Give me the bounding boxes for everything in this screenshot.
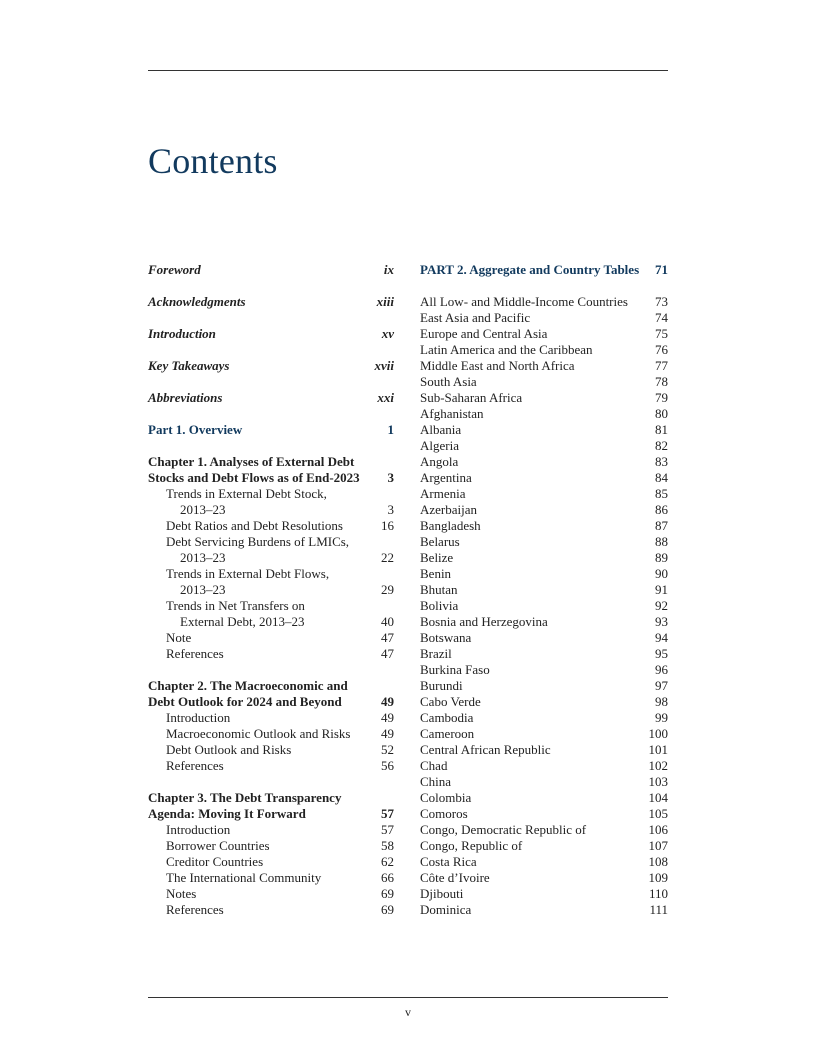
entry-page: 88 xyxy=(655,534,668,549)
entry-page: 87 xyxy=(655,518,668,533)
entry-page: 101 xyxy=(648,742,668,757)
subentry-page: 57 xyxy=(381,822,394,837)
toc-entry[interactable] xyxy=(420,374,668,390)
part-page: 71 xyxy=(655,262,668,277)
toc-entry[interactable] xyxy=(420,342,668,358)
toc-entry[interactable] xyxy=(420,470,668,486)
toc-entry[interactable] xyxy=(420,438,668,454)
part-label: PART 2. Aggregate and Country Tables xyxy=(420,262,640,277)
entry-page: xvii xyxy=(374,358,394,373)
subentry-page: 56 xyxy=(381,758,394,773)
toc-entry[interactable] xyxy=(420,550,668,566)
subentry-line1: References xyxy=(166,758,224,773)
entry-page: 82 xyxy=(655,438,668,453)
subentry-page: 58 xyxy=(381,838,394,853)
toc-entry[interactable] xyxy=(420,406,668,422)
entry-page: 96 xyxy=(655,662,668,677)
entry-label: Burundi xyxy=(420,678,463,693)
subentry-page: 49 xyxy=(381,726,394,741)
entry-page: 85 xyxy=(655,486,668,501)
entry-page: xxi xyxy=(377,390,394,405)
subentry-page: 47 xyxy=(381,646,394,661)
subentry-line1: The International Community xyxy=(166,870,322,885)
subentry-page: 66 xyxy=(381,870,394,885)
toc-entry[interactable] xyxy=(420,390,668,406)
subentry-label xyxy=(148,902,375,918)
toc-entry[interactable] xyxy=(420,518,668,534)
entry-page: 97 xyxy=(655,678,668,693)
entry-label: Bangladesh xyxy=(420,518,481,533)
entry-page: 99 xyxy=(655,710,668,725)
toc-entry[interactable] xyxy=(420,630,668,646)
entry-label: Brazil xyxy=(420,646,452,661)
country-list xyxy=(420,294,668,918)
toc-subentry[interactable] xyxy=(148,838,394,854)
entry-label: Botswana xyxy=(420,630,472,645)
entry-page: 107 xyxy=(648,838,668,853)
toc-subentry[interactable] xyxy=(148,710,394,726)
toc-subentry[interactable] xyxy=(148,758,394,774)
page-title: Contents xyxy=(148,141,278,181)
toc-entry[interactable] xyxy=(420,294,668,310)
toc-entry[interactable] xyxy=(420,534,668,550)
entry-page: 98 xyxy=(655,694,668,709)
entry-label: Argentina xyxy=(420,470,472,485)
entry-page: 106 xyxy=(648,822,668,837)
subentry-line1: Trends in External Debt Flows, xyxy=(166,566,330,581)
toc-entry[interactable] xyxy=(148,358,394,374)
toc-subentry[interactable] xyxy=(148,566,394,598)
entry-label: Cabo Verde xyxy=(420,694,481,709)
toc-subentry[interactable] xyxy=(148,486,394,518)
entry-label: Middle East and North Africa xyxy=(420,358,575,373)
subentry-line1: Trends in External Debt Stock, xyxy=(166,486,327,501)
entry-label: Côte d’Ivoire xyxy=(420,870,490,885)
toc-subentry[interactable] xyxy=(148,822,394,838)
subentry-page: 52 xyxy=(381,742,394,757)
entry-label: Sub-Saharan Africa xyxy=(420,390,523,405)
entry-label: Abbreviations xyxy=(148,390,223,405)
subentry-line1: Introduction xyxy=(166,822,231,837)
subentry-label xyxy=(148,598,375,630)
subentry-line1: Introduction xyxy=(166,710,231,725)
subentry-label xyxy=(148,854,375,870)
entry-page: 92 xyxy=(655,598,668,613)
chapter-page: 57 xyxy=(381,806,394,821)
subentry-page: 69 xyxy=(381,886,394,901)
entry-page: 111 xyxy=(649,902,668,917)
toc-entry[interactable] xyxy=(148,326,394,342)
entry-label: Cambodia xyxy=(420,710,474,725)
subentry-line1: Debt Servicing Burdens of LMICs, xyxy=(166,534,350,549)
entry-label: Central African Republic xyxy=(420,742,551,757)
entry-page: 108 xyxy=(648,854,668,869)
entry-page: 91 xyxy=(655,582,668,597)
entry-page: 84 xyxy=(655,470,668,485)
toc-entry[interactable] xyxy=(420,742,668,758)
toc-subentry[interactable] xyxy=(148,630,394,646)
entry-page: 86 xyxy=(655,502,668,517)
entry-label: Belize xyxy=(420,550,454,565)
entry-page: 110 xyxy=(648,886,668,901)
toc-entry[interactable] xyxy=(420,854,668,870)
chapter-heading[interactable] xyxy=(148,678,394,694)
entry-page: 77 xyxy=(655,358,668,373)
entry-label: Comoros xyxy=(420,806,468,821)
toc-left-column xyxy=(148,262,394,918)
toc-entry[interactable] xyxy=(148,294,394,310)
chapter-title-line2: Agenda: Moving It Forward xyxy=(148,806,306,821)
toc-entry[interactable] xyxy=(420,422,668,438)
subentry-label xyxy=(148,742,375,758)
chapter-heading[interactable] xyxy=(148,790,394,806)
subentry-label xyxy=(148,566,375,598)
toc-entry[interactable] xyxy=(420,806,668,822)
subentry-line1: Macroeconomic Outlook and Risks xyxy=(166,726,351,741)
entry-page: 100 xyxy=(648,726,668,741)
page-number: v xyxy=(405,1005,411,1019)
entry-label: Benin xyxy=(420,566,452,581)
entry-label: Europe and Central Asia xyxy=(420,326,548,341)
entry-page: 78 xyxy=(655,374,668,389)
toc-subentry[interactable] xyxy=(148,646,394,662)
entry-page: 95 xyxy=(655,646,668,661)
subentry-line1: Creditor Countries xyxy=(166,854,264,869)
entry-label: East Asia and Pacific xyxy=(420,310,531,325)
subentry-label xyxy=(148,518,375,534)
entry-page: 93 xyxy=(655,614,668,629)
toc-subentry[interactable] xyxy=(148,726,394,742)
toc-entry[interactable] xyxy=(420,310,668,326)
chapter-heading-cont[interactable] xyxy=(148,470,394,486)
subentry-label xyxy=(148,646,375,662)
entry-page: 83 xyxy=(655,454,668,469)
entry-page: 79 xyxy=(655,390,668,405)
toc-entry[interactable] xyxy=(420,758,668,774)
entry-label: China xyxy=(420,774,452,789)
toc-subentry[interactable] xyxy=(148,518,394,534)
chapter-heading-cont[interactable] xyxy=(148,694,394,710)
entry-page: 76 xyxy=(655,342,668,357)
chapter-page: 49 xyxy=(381,694,394,709)
spacer xyxy=(148,774,394,790)
entry-page: 81 xyxy=(655,422,668,437)
chapter-title-line1: Chapter 2. The Macroeconomic and xyxy=(148,678,348,693)
entry-page: 80 xyxy=(655,406,668,421)
subentry-line2: 2013–23 xyxy=(180,502,226,517)
entry-label: Azerbaijan xyxy=(420,502,478,517)
entry-label: Costa Rica xyxy=(420,854,477,869)
bottom-rule xyxy=(148,997,668,998)
entry-page: 90 xyxy=(655,566,668,581)
part-heading[interactable] xyxy=(420,262,668,278)
subentry-line2: External Debt, 2013–23 xyxy=(180,614,305,629)
toc-entry[interactable] xyxy=(420,614,668,630)
chapter-heading[interactable] xyxy=(148,454,394,470)
subentry-label xyxy=(148,726,375,742)
part-label: Part 1. Overview xyxy=(148,422,243,437)
entry-label: Dominica xyxy=(420,902,472,917)
entry-label: Congo, Democratic Republic of xyxy=(420,822,587,837)
entry-label: Bolivia xyxy=(420,598,459,613)
entry-label: Key Takeaways xyxy=(148,358,230,373)
part-heading[interactable] xyxy=(148,422,394,438)
subentry-page: 69 xyxy=(381,902,394,917)
toc-entry[interactable] xyxy=(420,838,668,854)
subentry-page: 40 xyxy=(381,614,394,629)
subentry-line2: 2013–23 xyxy=(180,550,226,565)
subentry-page: 47 xyxy=(381,630,394,645)
chapter-title-line1: Chapter 3. The Debt Transparency xyxy=(148,790,342,805)
entry-label: Latin America and the Caribbean xyxy=(420,342,593,357)
entry-page: 109 xyxy=(648,870,668,885)
toc-entry[interactable] xyxy=(420,886,668,902)
entry-label: Albania xyxy=(420,422,462,437)
subentry-label xyxy=(148,822,375,838)
top-rule xyxy=(148,70,668,71)
toc-entry[interactable] xyxy=(420,774,668,790)
toc-entry[interactable] xyxy=(420,710,668,726)
subentry-page: 3 xyxy=(387,502,394,517)
toc-subentry[interactable] xyxy=(148,870,394,886)
entry-page: ix xyxy=(383,262,394,277)
entry-page: 73 xyxy=(655,294,668,309)
toc-entry[interactable] xyxy=(148,390,394,406)
entry-label: Introduction xyxy=(148,326,216,341)
chapter-title-line2: Stocks and Debt Flows as of End-2023 xyxy=(148,470,360,485)
entry-label: All Low- and Middle-Income Countries xyxy=(420,294,628,309)
entry-label: Burkina Faso xyxy=(420,662,490,677)
toc-entry[interactable] xyxy=(420,582,668,598)
subentry-label xyxy=(148,838,375,854)
subentry-label xyxy=(148,630,375,646)
entry-label: Congo, Republic of xyxy=(420,838,523,853)
chapter-heading-cont[interactable] xyxy=(148,806,394,822)
toc-entry[interactable] xyxy=(420,326,668,342)
entry-label: Afghanistan xyxy=(420,406,484,421)
entry-page: 105 xyxy=(648,806,668,821)
toc-entry[interactable] xyxy=(420,678,668,694)
entry-label: Colombia xyxy=(420,790,472,805)
entry-page: 103 xyxy=(648,774,668,789)
toc-entry[interactable] xyxy=(420,902,668,918)
toc-subentry[interactable] xyxy=(148,742,394,758)
toc-entry[interactable] xyxy=(420,790,668,806)
subentry-line2: 2013–23 xyxy=(180,582,226,597)
entry-label: Acknowledgments xyxy=(148,294,246,309)
subentry-page: 62 xyxy=(381,854,394,869)
entry-page: 94 xyxy=(655,630,668,645)
entry-page: 102 xyxy=(648,758,668,773)
entry-page: xv xyxy=(381,326,394,341)
toc-entry[interactable] xyxy=(420,646,668,662)
entry-page: 104 xyxy=(648,790,668,805)
subentry-label xyxy=(148,870,375,886)
entry-label: Cameroon xyxy=(420,726,475,741)
toc-entry[interactable] xyxy=(420,870,668,886)
toc-subentry[interactable] xyxy=(148,902,394,918)
entry-page: 74 xyxy=(655,310,668,325)
chapter-title-line2: Debt Outlook for 2024 and Beyond xyxy=(148,694,342,709)
toc-entry[interactable] xyxy=(148,262,394,278)
entry-label: Djibouti xyxy=(420,886,464,901)
toc-entry[interactable] xyxy=(420,598,668,614)
subentry-label xyxy=(148,534,375,566)
chapter-title-line1: Chapter 1. Analyses of External Debt xyxy=(148,454,355,469)
entry-label: South Asia xyxy=(420,374,477,389)
toc-entry[interactable] xyxy=(420,486,668,502)
entry-label: Bhutan xyxy=(420,582,458,597)
toc-entry[interactable] xyxy=(420,502,668,518)
subentry-page: 16 xyxy=(381,518,394,533)
subentry-line1: Debt Outlook and Risks xyxy=(166,742,292,757)
subentry-line1: Debt Ratios and Debt Resolutions xyxy=(166,518,343,533)
toc-entry[interactable] xyxy=(420,662,668,678)
subentry-line1: Notes xyxy=(166,886,197,901)
toc-subentry[interactable] xyxy=(148,886,394,902)
toc-entry[interactable] xyxy=(420,822,668,838)
part-page: 1 xyxy=(387,422,394,437)
subentry-label xyxy=(148,486,382,518)
toc-right-column xyxy=(420,262,668,918)
subentry-line1: Trends in Net Transfers on xyxy=(166,598,305,613)
entry-page: 89 xyxy=(655,550,668,565)
toc-entry[interactable] xyxy=(420,454,668,470)
entry-label: Foreword xyxy=(148,262,201,277)
subentry-label xyxy=(148,886,375,902)
subentry-line1: References xyxy=(166,902,224,917)
entry-label: Algeria xyxy=(420,438,459,453)
entry-label: Angola xyxy=(420,454,459,469)
toc-subentry[interactable] xyxy=(148,534,394,566)
entry-label: Bosnia and Herzegovina xyxy=(420,614,548,629)
toc-subentry[interactable] xyxy=(148,598,394,630)
subentry-label xyxy=(148,710,375,726)
subentry-page: 29 xyxy=(381,582,394,597)
entry-page: xiii xyxy=(376,294,394,309)
subentry-page: 49 xyxy=(381,710,394,725)
entry-label: Chad xyxy=(420,758,448,773)
subentry-page: 22 xyxy=(381,550,394,565)
toc-subentry[interactable] xyxy=(148,854,394,870)
subentry-line1: Note xyxy=(166,630,192,645)
subentry-line1: References xyxy=(166,646,224,661)
chapter-list xyxy=(148,454,394,918)
spacer xyxy=(148,662,394,678)
toc-entry[interactable] xyxy=(420,694,668,710)
toc-entry[interactable] xyxy=(420,726,668,742)
chapter-page: 3 xyxy=(387,470,394,485)
entry-label: Armenia xyxy=(420,486,466,501)
toc-entry[interactable] xyxy=(420,358,668,374)
subentry-line1: Borrower Countries xyxy=(166,838,270,853)
entry-page: 75 xyxy=(655,326,668,341)
entry-label: Belarus xyxy=(420,534,460,549)
toc-entry[interactable] xyxy=(420,566,668,582)
subentry-label xyxy=(148,758,375,774)
